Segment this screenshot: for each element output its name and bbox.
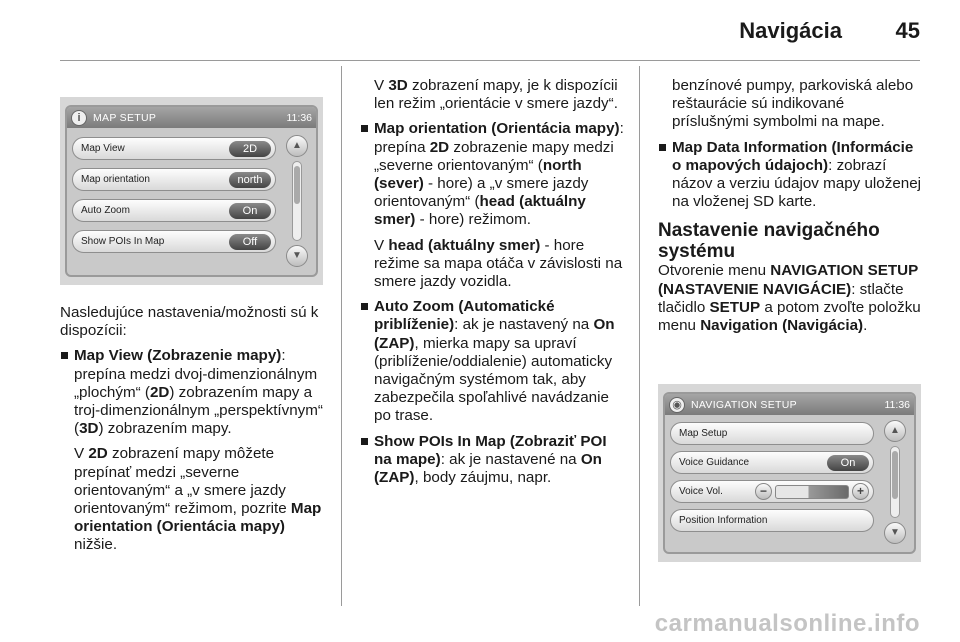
scroll-track [890, 446, 900, 518]
bullet-map-orientation: Map orientation (Orientácia mapy): prepína 2D zobrazenie mapy medzi „severne orientovaným“ (north (sever) - hore) a „v smere jazdy orientovaným“ (head (aktuálny smer) - hore) režimom. [360, 120, 628, 229]
setting-label: Map orientation [81, 174, 150, 185]
setting-label: Map Setup [679, 428, 728, 439]
device-screen [65, 105, 318, 277]
globe-icon: ◉ [669, 397, 685, 413]
setting-row-auto-zoom [72, 199, 276, 222]
setting-row-voice-volume [670, 480, 874, 503]
scrollbar [884, 420, 908, 544]
info-icon: i [71, 110, 87, 126]
device-screen [663, 392, 916, 554]
page-header [0, 0, 960, 62]
setting-value: north [229, 172, 271, 188]
column-2 [360, 77, 628, 494]
setting-label: Voice Vol. [679, 486, 723, 497]
map-view-note: V 2D zobrazení mapy môžete prepínať medzi „severne orientovaným“ a „v smere jazdy orientovaným“ režimom, pozrite Map orientation (Orientácia mapy) nižšie. [74, 445, 322, 554]
bullet-auto-zoom: Auto Zoom (Automatické priblíženie): ak je nastavený na On (ZAP), mierka mapy sa upraví (priblíženie/oddialenie) automaticky navigačným systémom tak, aby zabezpečila spoľahlivé navádzanie po trase. [360, 298, 628, 425]
setting-value: 2D [229, 141, 271, 157]
scroll-track [292, 161, 302, 241]
scroll-up-icon: ▲ [884, 420, 906, 442]
section-heading: Nastavenie navigačného systému [658, 220, 880, 263]
screen-title: MAP SETUP [93, 111, 157, 124]
setting-row-voice-guidance [670, 451, 874, 474]
screen-titlebar [665, 394, 914, 415]
scroll-down-icon: ▼ [884, 522, 906, 544]
settings-list [670, 422, 874, 538]
map-setup-screenshot [60, 97, 323, 285]
setting-label: Voice Guidance [679, 457, 750, 468]
bullet-map-view: Map View (Zobrazenie mapy): prepína medzi dvoj-dimenzionálnym „plochým“ (2D) zobrazením mapy a troj-dimenzionálnym „perspektívnym“ (3D) zobrazením mapy. [60, 347, 326, 438]
setting-row-position-information [670, 509, 874, 532]
screen-clock: 11:36 [884, 398, 910, 411]
setting-label: Position Information [679, 515, 768, 526]
setting-label: Map View [81, 143, 125, 154]
settings-list [72, 137, 276, 261]
setting-label: Auto Zoom [81, 205, 130, 216]
setting-value: On [827, 455, 869, 471]
volume-minus-icon: − [755, 483, 772, 500]
scroll-down-icon: ▼ [286, 245, 308, 267]
setting-value: Off [229, 234, 271, 250]
setting-value: On [229, 203, 271, 219]
column-divider-1 [341, 66, 342, 606]
scroll-thumb [294, 166, 300, 204]
column-3 [658, 77, 923, 342]
setting-label: Show POIs In Map [81, 236, 165, 247]
scrollbar [286, 135, 310, 267]
pois-continued: benzínové pumpy, parkoviská alebo reštaurácie sú indikované príslušnými symbolmi na mape. [672, 77, 914, 131]
navigation-setup-screenshot [658, 384, 921, 562]
column-divider-2 [639, 66, 640, 606]
volume-bar [775, 485, 849, 499]
watermark: carmanualsonline.info [654, 610, 920, 637]
page-title: Navigácia [739, 18, 842, 43]
intro-paragraph: Nasledujúce nastavenia/možnosti sú k dispozícii: [60, 304, 319, 340]
setting-row-map-setup [670, 422, 874, 445]
scroll-thumb [892, 451, 898, 499]
screen-titlebar [67, 107, 316, 128]
setting-row-map-view [72, 137, 276, 160]
scroll-up-icon: ▲ [286, 135, 308, 157]
3d-note: V 3D zobrazení mapy, je k dispozícii len režim „orientácie v smere jazdy“. [374, 77, 618, 113]
setting-row-map-orientation [72, 168, 276, 191]
header-divider [60, 60, 920, 61]
volume-plus-icon: + [852, 483, 869, 500]
navigation-setup-paragraph: Otvorenie menu NAVIGATION SETUP (NASTAVENIE NAVIGÁCIE): stlačte tlačidlo SETUP a potom zvoľte položku menu Navigation (Navigácia). [658, 262, 921, 335]
page-number: 45 [895, 18, 920, 43]
setting-row-show-pois [72, 230, 276, 253]
bullet-map-data-info: Map Data Information (Informácie o mapových údajoch): zobrazí názov a verziu údajov mapy uloženej na vloženej SD karte. [658, 139, 923, 212]
head-mode-note: V head (aktuálny smer) - hore režime sa mapa otáča v závislosti na smere jazdy vozidla. [374, 236, 623, 291]
volume-control [755, 483, 869, 500]
screen-clock: 11:36 [286, 111, 312, 124]
column-1 [60, 304, 326, 562]
bullet-show-pois: Show POIs In Map (Zobraziť POI na mape): ak je nastavené na On (ZAP), body záujmu, napr. [360, 433, 628, 488]
screen-title: NAVIGATION SETUP [691, 398, 797, 411]
